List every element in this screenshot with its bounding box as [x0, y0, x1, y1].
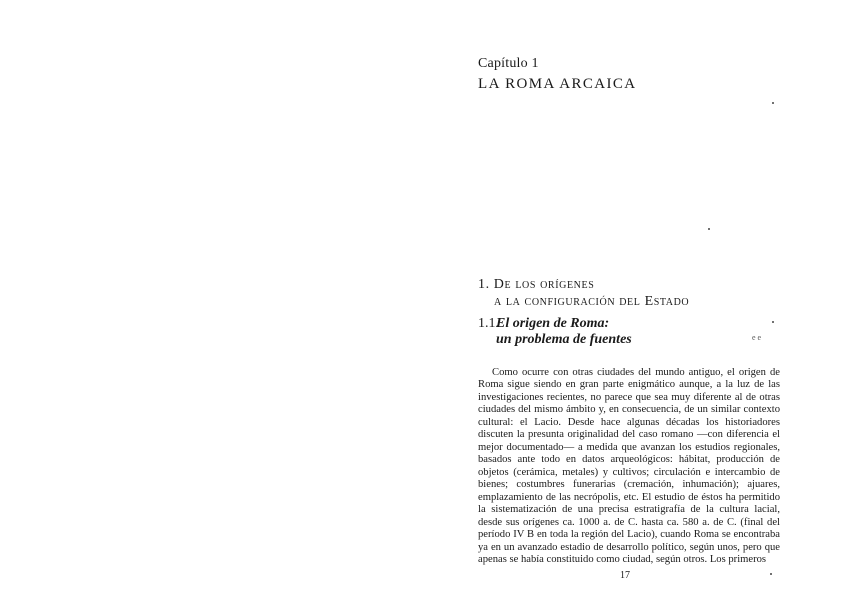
- chapter-title: LA ROMA ARCAICA: [478, 76, 637, 92]
- subsection-title-line2: un problema de fuentes: [496, 332, 632, 347]
- marginal-note: e e: [752, 333, 762, 342]
- subsection-title: [478, 316, 798, 348]
- chapter-label: Capítulo 1: [478, 56, 539, 71]
- section-heading: [478, 276, 808, 310]
- section-heading-line1: 1. De los orígenes: [478, 277, 595, 292]
- body-paragraph: Como ocurre con otras ciudades del mundo antiguo, el origen de Roma sigue siendo en gran parte enigmático aunque, a la luz de las investigaciones recientes, no parece que sea muy diferente al de otras ciudades del mismo ámbito y, en consecuencia, de un similar contexto cultural: el Lacio. Desde hace algunas décadas los historiadores discuten la presunta originalidad del caso romano —con diferencia el mejor documentado— a medida que avanzan los estudios regionales, basados ante todo en datos arqueológicos: hábitat, producción de objetos (cerámica, metales) y cultivos; circulación e intercambio de bienes; costumbres funerarias (cremación, inhumación); ajuares, emplazamiento de las necrópolis, etc. El estudio de éstos ha permitido la sistematización de una precisa estratigrafía de la cultura lacial, desde sus orígenes ca. 1000 a. de C. hasta ca. 580 a. de C. (final del período IV B en toda la región del Lacio), cuando Roma se encontraba ya en un avanzado estadio de desarrollo político, según unos, pero que apenas se había constituido como ciudad, según otros. Los primeros: [478, 366, 780, 566]
- scan-speck: [772, 102, 774, 104]
- subsection-title-line1: El origen de Roma:: [496, 316, 610, 331]
- page-number: 17: [620, 570, 630, 581]
- section-heading-line2: a la configuración del Estado: [494, 294, 690, 309]
- scan-speck: [708, 228, 710, 230]
- subsection-number: 1.1.: [478, 316, 499, 331]
- subsection-heading: [478, 316, 798, 348]
- scan-speck: [770, 573, 772, 575]
